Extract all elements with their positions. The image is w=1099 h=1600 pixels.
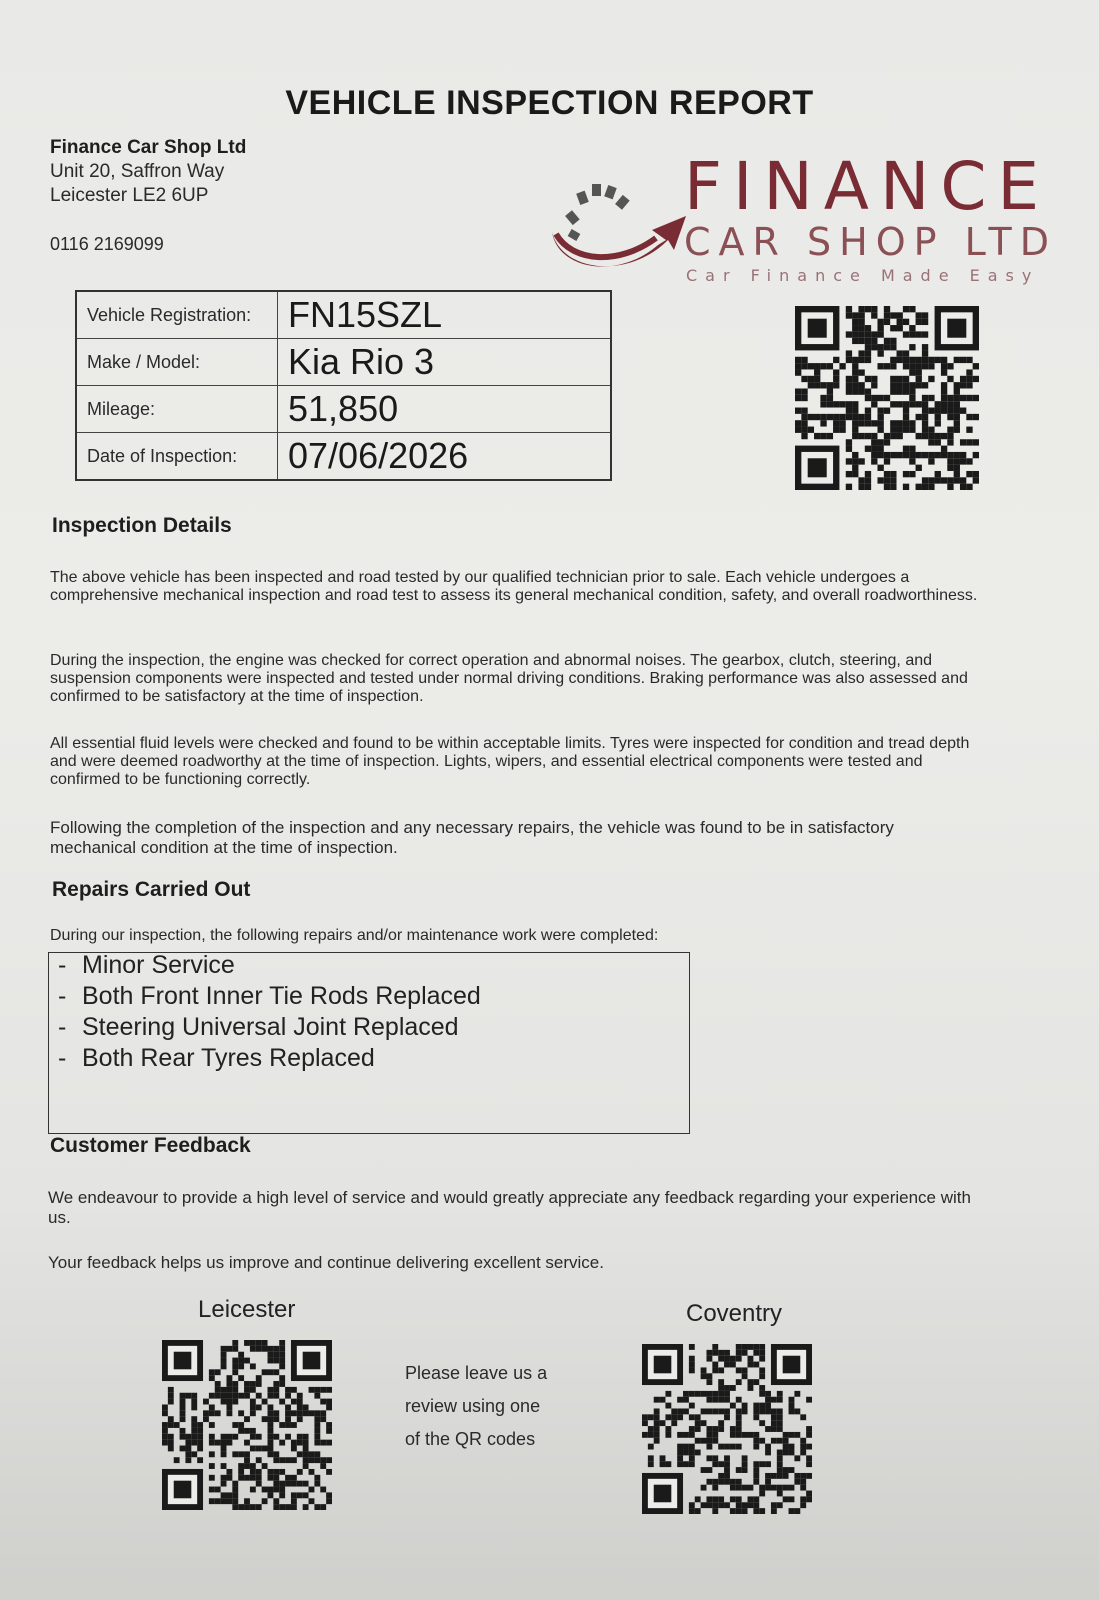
report-title: VEHICLE INSPECTION REPORT	[285, 84, 814, 122]
list-item: - Minor Service	[58, 951, 235, 979]
inspection-paragraph-1: The above vehicle has been inspected and road tested by our qualified technician prior to sale. Each vehicle undergoes a comprehensive mechanical inspection and road test to assess its general mechanical condition, safety, and overall roadworthiness.	[50, 569, 978, 604]
inspection-paragraph-4: Following the completion of the inspection and any necessary repairs, the vehicle was found to be in satisfactory mechanical condition at the time of inspection.	[50, 818, 894, 857]
table-row	[76, 433, 611, 481]
list-item: - Both Rear Tyres Replaced	[58, 1044, 375, 1072]
logo-tagline: Car Finance Made Easy	[686, 266, 1040, 285]
company-name: Finance Car Shop Ltd	[50, 137, 247, 158]
table-row	[76, 291, 611, 339]
registration-value: FN15SZL	[278, 291, 612, 339]
review-line: review using one	[405, 1396, 541, 1416]
address-line-2: Leicester LE2 6UP	[50, 185, 209, 206]
table-row	[76, 386, 611, 433]
list-item: - Steering Universal Joint Replaced	[58, 1013, 459, 1041]
inspection-heading: Inspection Details	[52, 514, 232, 537]
logo-wordmark: FINANCE	[684, 148, 1051, 225]
registration-label: Vehicle Registration:	[76, 291, 278, 339]
location-leicester: Leicester	[198, 1296, 296, 1323]
location-coventry: Coventry	[686, 1300, 783, 1327]
qr-code-coventry[interactable]	[642, 1344, 812, 1514]
table-row	[76, 339, 611, 386]
inspection-date-value: 07/06/2026	[278, 433, 612, 481]
review-prompt	[405, 1357, 547, 1456]
repairs-list	[58, 950, 481, 1074]
review-line: Please leave us a	[405, 1363, 548, 1383]
qr-code-main	[795, 306, 979, 490]
inspection-paragraph-3: All essential fluid levels were checked and found to be within acceptable limits. Tyres were inspected for condition and tread depth and were deemed roadworthy at the time of inspection. Lights, wipers, and essential electrical components were tested and confirmed to be functioning correctly.	[50, 735, 970, 788]
mileage-value: 51,850	[278, 386, 612, 433]
repair-item: Steering Universal Joint Replaced	[82, 1013, 459, 1041]
feedback-heading: Customer Feedback	[50, 1134, 251, 1157]
qr-code-leicester[interactable]	[162, 1340, 332, 1510]
repair-item: Minor Service	[82, 951, 235, 979]
repairs-heading: Repairs Carried Out	[52, 878, 251, 901]
repair-item: Both Rear Tyres Replaced	[82, 1044, 375, 1072]
feedback-paragraph-1: We endeavour to provide a high level of service and would greatly appreciate any feedback regarding your experience with us.	[48, 1188, 971, 1227]
repairs-intro: During our inspection, the following repairs and/or maintenance work were completed:	[50, 927, 659, 944]
feedback-paragraph-2: Your feedback helps us improve and continue delivering excellent service.	[48, 1253, 604, 1272]
repair-item: Both Front Inner Tie Rods Replaced	[82, 982, 481, 1010]
inspection-paragraph-2: During the inspection, the engine was checked for correct operation and abnormal noises. The gearbox, clutch, steering, and suspension components were inspected and tested under normal driving conditions. Braking performance was also assessed and confirmed to be satisfactory at the time of inspection.	[50, 652, 968, 705]
address-line-1: Unit 20, Saffron Way	[50, 161, 225, 182]
mileage-label: Mileage:	[76, 386, 278, 433]
company-phone: 0116 2169099	[50, 234, 164, 254]
make-model-label: Make / Model:	[76, 339, 278, 386]
vehicle-details-table	[75, 290, 612, 481]
review-line: of the QR codes	[405, 1429, 536, 1449]
make-model-value: Kia Rio 3	[278, 339, 612, 386]
list-item: - Both Front Inner Tie Rods Replaced	[58, 982, 481, 1010]
logo-subtitle: CAR SHOP LTD	[684, 220, 1058, 264]
inspection-date-label: Date of Inspection:	[76, 433, 278, 481]
